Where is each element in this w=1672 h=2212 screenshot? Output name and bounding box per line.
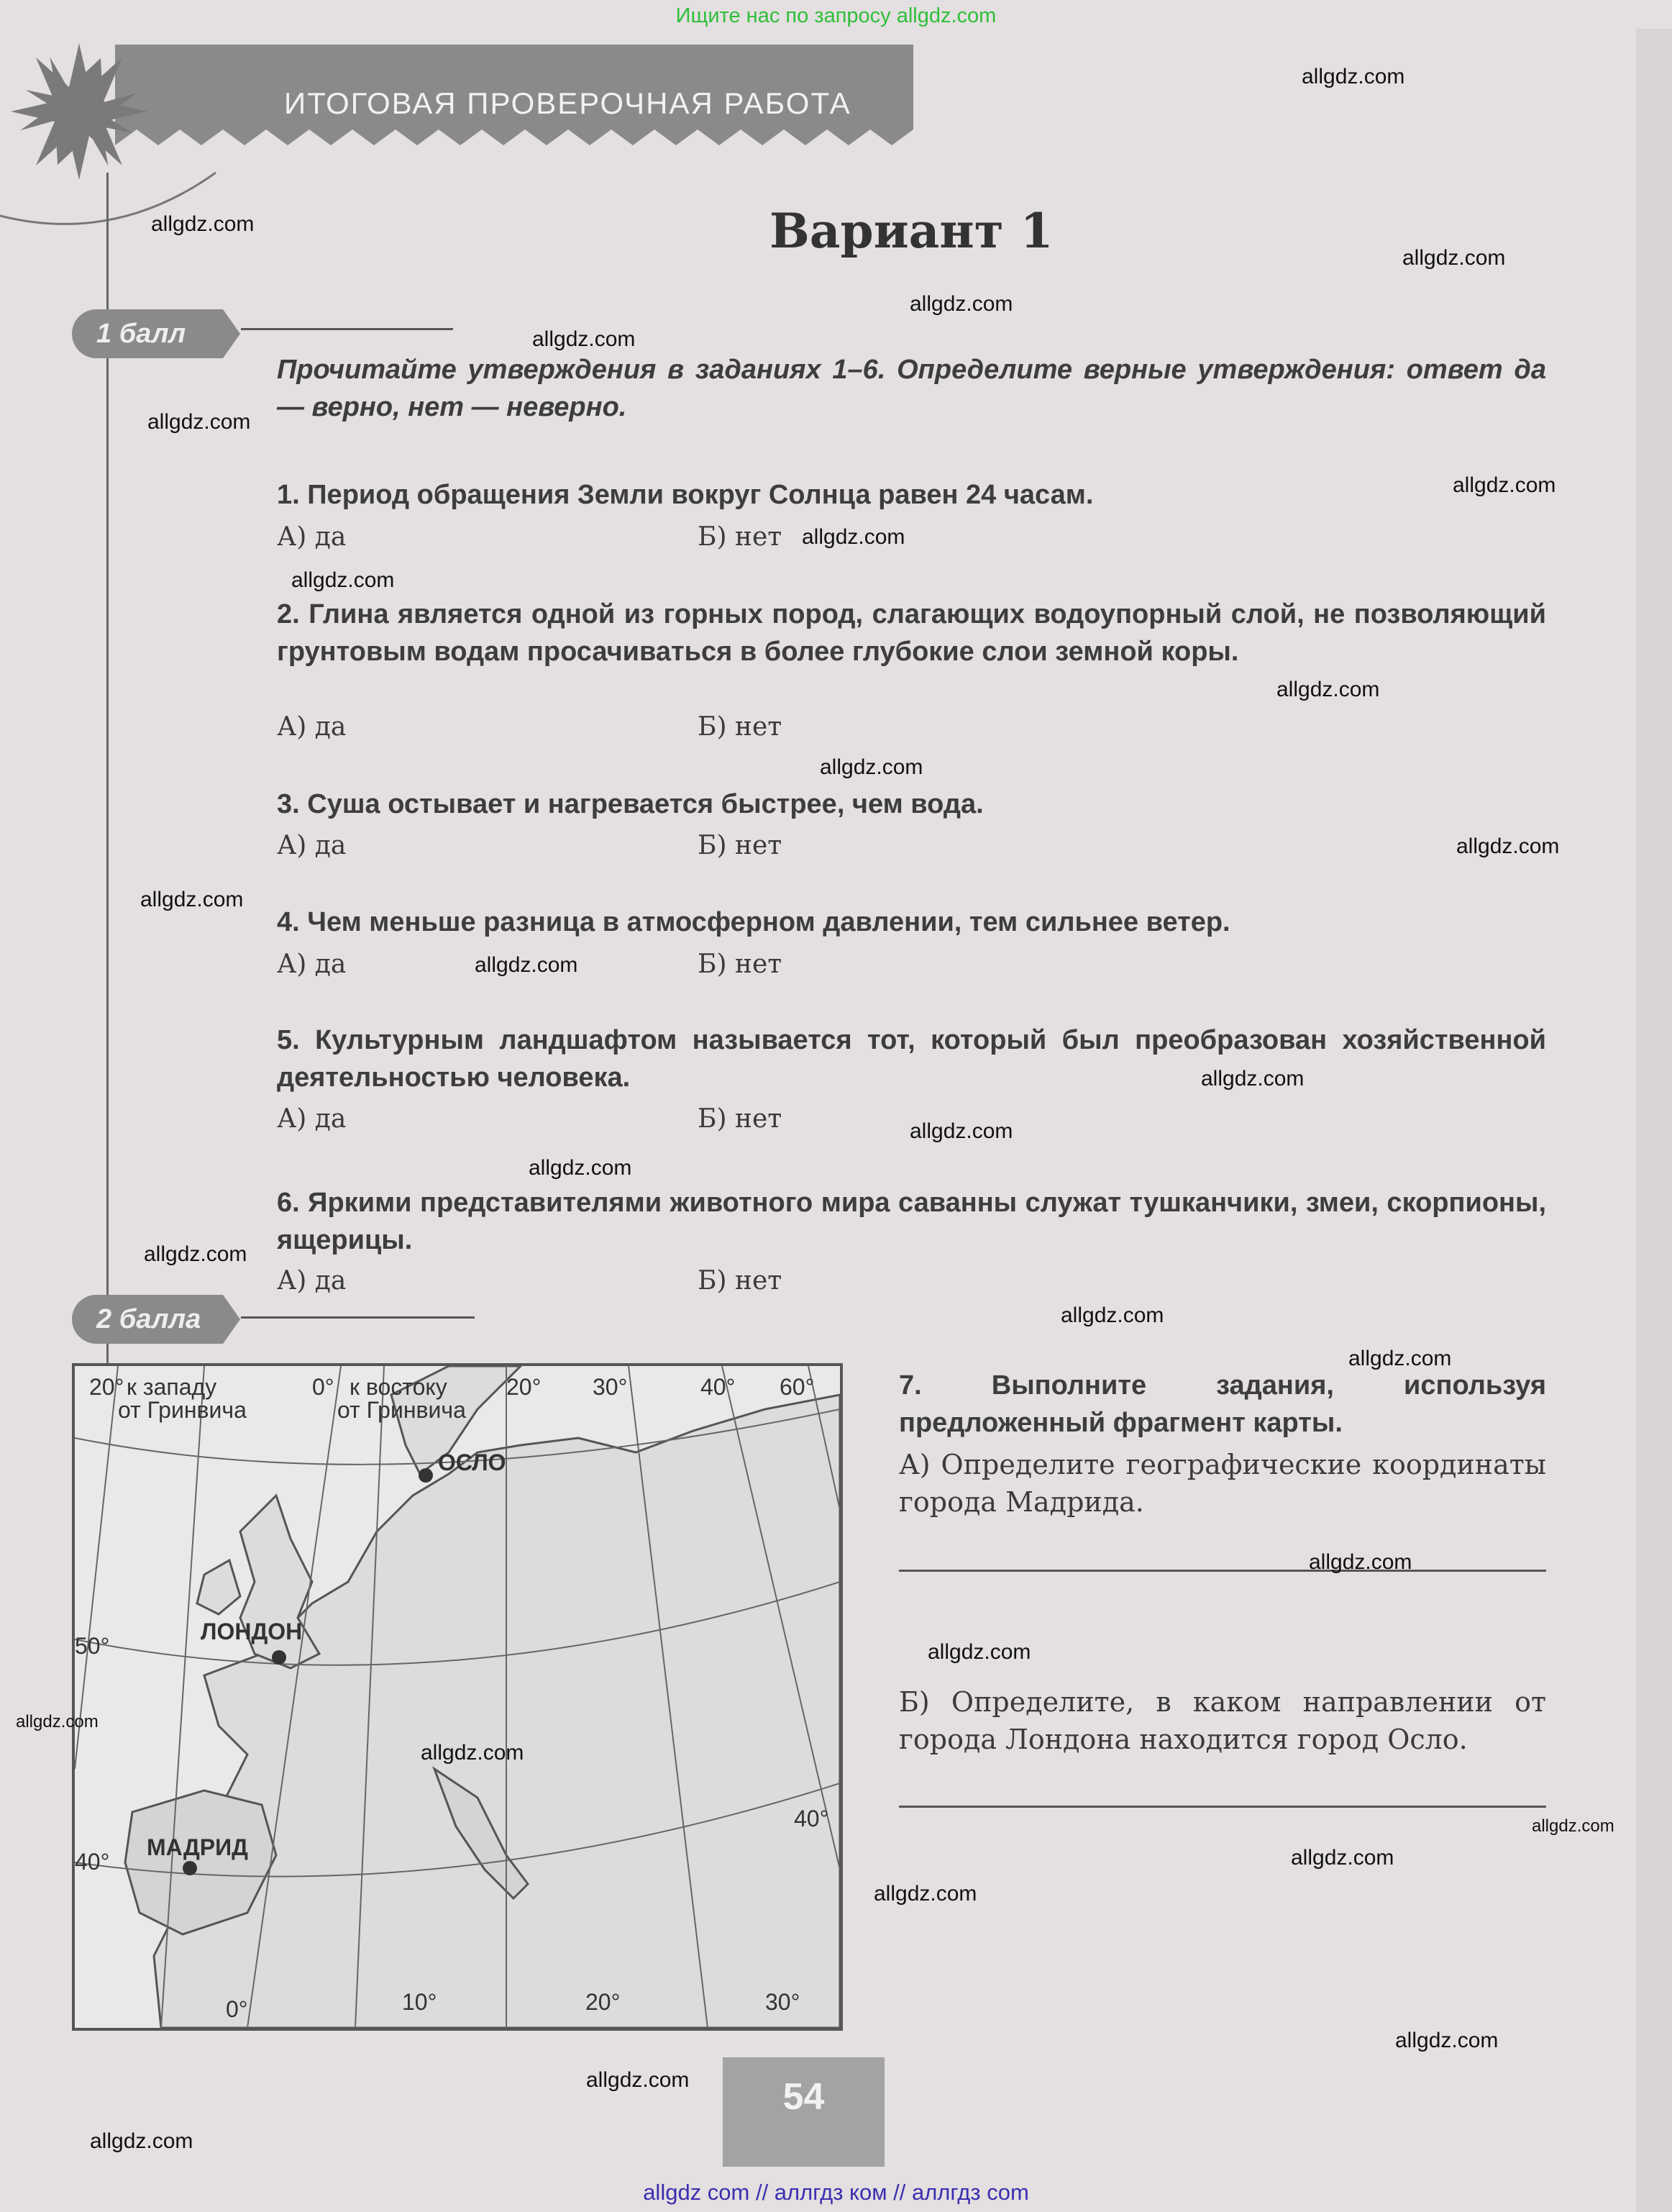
watermark: allgdz.com bbox=[1348, 1347, 1452, 1370]
watermark: allgdz.com bbox=[928, 1640, 1031, 1664]
score-badge-1: 1 балл bbox=[72, 309, 223, 358]
east-label-1: к востоку bbox=[350, 1374, 447, 1400]
watermark: allgdz.com bbox=[1276, 678, 1380, 701]
watermark: allgdz.com bbox=[151, 212, 255, 236]
west-label-1: к западу bbox=[127, 1374, 217, 1400]
watermark: allgdz.com bbox=[1291, 1846, 1394, 1870]
question-6: 6. Яркими представителями животного мира саванны служат тушканчики, змеи, скорпионы, ящерицы. bbox=[277, 1188, 1546, 1255]
watermark: allgdz.com bbox=[421, 1741, 524, 1765]
watermark: allgdz.com bbox=[529, 1156, 632, 1180]
question-5: 5. Культурным ландшафтом называется тот, который был преобразован хозяйственной деятельностью человека. bbox=[277, 1025, 1546, 1093]
east-label-2: от Гринвича bbox=[337, 1397, 466, 1423]
bottom-links-note[interactable]: allgdz com // аллгдз ком // аллгдз com bbox=[643, 2180, 1029, 2205]
lon-label-20w: 20° bbox=[89, 1374, 124, 1400]
london-label: ЛОНДОН bbox=[201, 1619, 303, 1644]
watermark: allgdz.com bbox=[1201, 1067, 1305, 1091]
task-7-b-answer-line[interactable] bbox=[899, 1806, 1546, 1808]
question-3-option-b[interactable]: Б) нет bbox=[698, 831, 782, 860]
lat-label-40-right: 40° bbox=[794, 1806, 829, 1831]
watermark: allgdz.com bbox=[16, 1712, 99, 1731]
watermark: allgdz.com bbox=[90, 2129, 193, 2153]
watermark: allgdz.com bbox=[1309, 1550, 1412, 1574]
oslo-marker bbox=[419, 1468, 433, 1483]
watermark: allgdz.com bbox=[1453, 473, 1556, 497]
oslo-label: ОСЛО bbox=[438, 1449, 506, 1475]
lon-label-20e: 20° bbox=[506, 1374, 542, 1400]
madrid-label: МАДРИД bbox=[147, 1834, 248, 1860]
question-5-option-a[interactable]: А) да bbox=[277, 1104, 347, 1134]
question-1-option-a[interactable]: А) да bbox=[277, 522, 347, 552]
question-3: 3. Суша остывает и нагревается быстрее, чем вода. bbox=[277, 789, 984, 819]
watermark: allgdz.com bbox=[1532, 1816, 1614, 1836]
score-badge-1-line bbox=[241, 328, 453, 330]
lon-label-bottom-0: 0° bbox=[226, 1996, 248, 2022]
question-6-option-b[interactable]: Б) нет bbox=[698, 1266, 782, 1296]
question-4-option-a[interactable]: А) да bbox=[277, 950, 347, 979]
watermark: allgdz.com bbox=[1456, 834, 1560, 858]
lon-label-30e: 30° bbox=[593, 1374, 628, 1400]
watermark: allgdz.com bbox=[874, 1882, 977, 1906]
lon-label-40e: 40° bbox=[700, 1374, 736, 1400]
header-title: ИТОГОВАЯ ПРОВЕРОЧНАЯ РАБОТА bbox=[284, 86, 851, 120]
task-7-a-answer-line[interactable] bbox=[899, 1570, 1546, 1572]
london-marker bbox=[272, 1650, 286, 1665]
instruction-text: Прочитайте утверждения в заданиях 1–6. Определите верные утверждения: ответ да — верно, нет — неверно. bbox=[277, 355, 1546, 422]
lon-label-bottom-10: 10° bbox=[402, 1989, 437, 2015]
question-2-option-b[interactable]: Б) нет bbox=[698, 712, 782, 742]
question-4-option-b[interactable]: Б) нет bbox=[698, 950, 782, 979]
watermark: allgdz.com bbox=[1402, 246, 1506, 270]
watermark: allgdz.com bbox=[1302, 65, 1405, 88]
watermark: allgdz.com bbox=[820, 755, 923, 779]
watermark: allgdz.com bbox=[910, 1119, 1013, 1143]
watermark: allgdz.com bbox=[140, 888, 244, 911]
europe-map bbox=[72, 1363, 843, 2031]
lon-label-bottom-20: 20° bbox=[585, 1989, 621, 2015]
top-search-note[interactable]: Ищите нас по запросу allgdz.com bbox=[675, 4, 997, 27]
question-1-option-b[interactable]: Б) нет bbox=[698, 522, 782, 552]
watermark: allgdz.com bbox=[1395, 2029, 1499, 2052]
watermark: allgdz.com bbox=[910, 292, 1013, 316]
score-badge-2-tip bbox=[223, 1295, 240, 1344]
lat-label-50: 50° bbox=[75, 1633, 110, 1659]
lon-label-0: 0° bbox=[312, 1374, 334, 1400]
question-1: 1. Период обращения Земли вокруг Солнца равен 24 часам. bbox=[277, 480, 1094, 510]
watermark: allgdz.com bbox=[291, 568, 395, 592]
watermark: allgdz.com bbox=[532, 327, 636, 351]
question-4: 4. Чем меньше разница в атмосферном давлении, тем сильнее ветер. bbox=[277, 907, 1230, 937]
score-badge-1-tip bbox=[223, 309, 240, 358]
score-badge-2: 2 балла bbox=[72, 1295, 223, 1344]
watermark: allgdz.com bbox=[475, 953, 578, 977]
watermark: allgdz.com bbox=[147, 410, 251, 434]
question-5-option-b[interactable]: Б) нет bbox=[698, 1104, 782, 1134]
question-2: 2. Глина является одной из горных пород, слагающих водоупорный слой, не позволяющий грунтовым водам просачиваться в более глубокие слои земной коры. bbox=[277, 599, 1546, 667]
west-label-2: от Гринвича bbox=[118, 1397, 247, 1423]
watermark: allgdz.com bbox=[586, 2068, 690, 2092]
variant-title: Вариант 1 bbox=[769, 203, 1054, 259]
question-6-option-a[interactable]: А) да bbox=[277, 1266, 347, 1296]
page-edge bbox=[1636, 29, 1672, 2212]
lat-label-40: 40° bbox=[75, 1849, 110, 1875]
question-2-option-a[interactable]: А) да bbox=[277, 712, 347, 742]
map-svg bbox=[75, 1366, 840, 2028]
task-7-b: Б) Определите, в каком направлении от города Лондона находится город Осло. bbox=[899, 1686, 1546, 1755]
watermark: allgdz.com bbox=[1061, 1303, 1164, 1327]
watermark: allgdz.com bbox=[144, 1242, 247, 1266]
lon-label-bottom-30: 30° bbox=[765, 1989, 800, 2015]
task-7-title: 7. Выполните задания, используя предложенный фрагмент карты. bbox=[899, 1370, 1546, 1438]
lon-label-60e: 60° bbox=[780, 1374, 815, 1400]
madrid-marker bbox=[183, 1861, 197, 1875]
watermark: allgdz.com bbox=[802, 525, 905, 549]
question-3-option-a[interactable]: А) да bbox=[277, 831, 347, 860]
task-7-a: А) Определите географические координаты города Мадрида. bbox=[899, 1449, 1546, 1518]
page-number: 54 bbox=[723, 2057, 885, 2167]
score-badge-2-line bbox=[241, 1316, 475, 1319]
